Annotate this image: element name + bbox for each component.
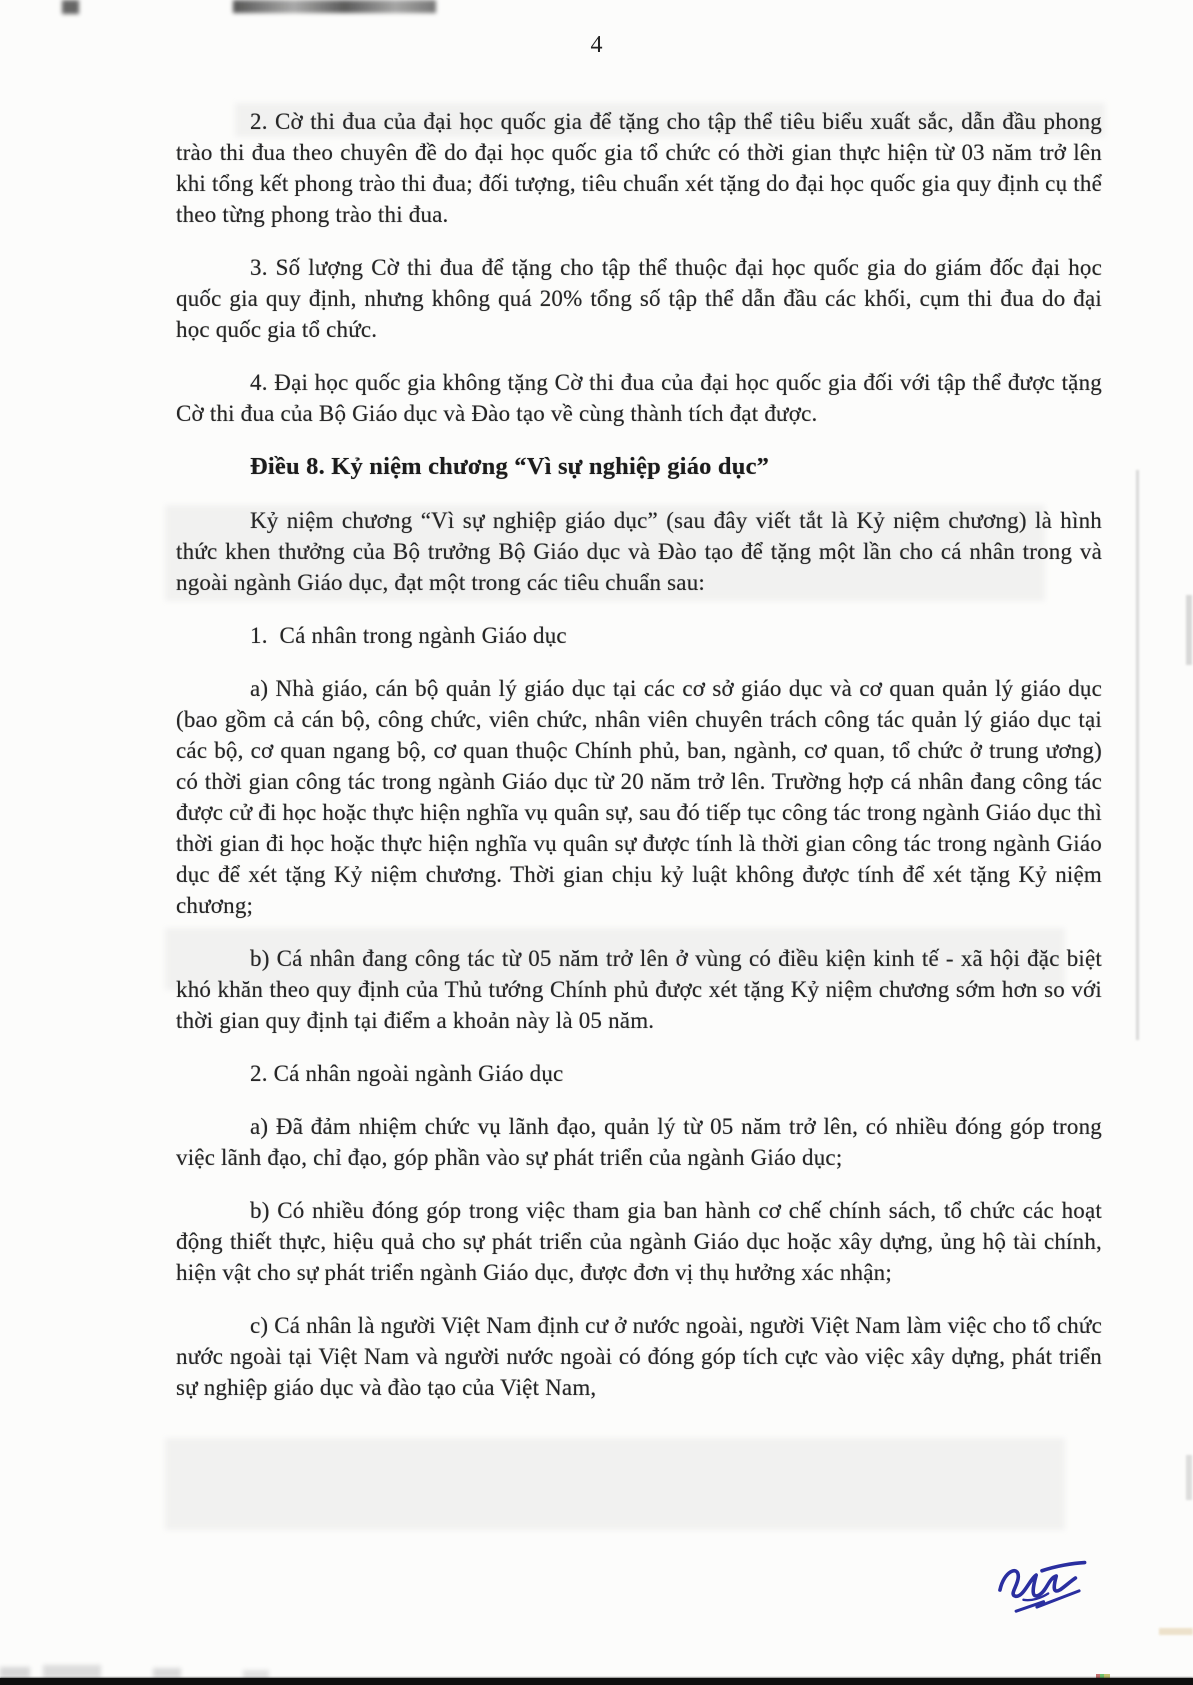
scan-smudge-artifact xyxy=(43,1665,101,1678)
paragraph-clause-4: 4. Đại học quốc gia không tặng Cờ thi đua của đại học quốc gia đối với tập thể được tặng Cờ thi đua của Bộ Giáo dục và Đào tạo về cùng thành tích đạt được. xyxy=(176,370,1102,426)
scan-smudge-artifact xyxy=(153,1668,181,1678)
paragraph-clause-3: 3. Số lượng Cờ thi đua để tặng cho tập thể thuộc đại học quốc gia do giám đốc đại học quốc gia quy định, nhưng không quá 20% tổng số tập thể dẫn đầu các khối, cụm thi đua do đại học quốc gia tổ chức. xyxy=(176,255,1102,342)
scan-edge-artifact xyxy=(1186,1455,1192,1500)
signature-mark xyxy=(984,1549,1092,1630)
scan-smudge-artifact xyxy=(1159,1628,1193,1635)
paragraph-clause-2: 2. Cờ thi đua của đại học quốc gia để tặng cho tập thể tiêu biểu xuất sắc, dẫn đầu phong trào thi đua theo chuyên đề do đại học quốc gia tổ chức có thời gian thực hiện từ 03 năm trở lên khi tổng kết phong trào thi đua; đối tượng, tiêu chuẩn xét tặng do đại học quốc gia quy định cụ thể theo từng phong trào thi đua. xyxy=(176,109,1102,227)
point-a-clause-2: a) Đã đảm nhiệm chức vụ lãnh đạo, quản lý từ 05 năm trở lên, có nhiều đóng góp trong việc lãnh đạo, chỉ đạo, góp phần vào sự phát triển của ngành Giáo dục; xyxy=(176,1114,1102,1170)
scan-smudge-artifact xyxy=(62,0,79,14)
point-b-clause-2: b) Có nhiều đóng góp trong việc tham gia ban hành cơ chế chính sách, tổ chức các hoạt động thiết thực, hiệu quả cho sự phát triển của ngành Giáo dục hoặc xây dựng, ủng hộ tài chính, hiện vật cho sự phát triển ngành Giáo dục, được đơn vị thụ hưởng xác nhận; xyxy=(176,1198,1102,1285)
point-c-clause-2: c) Cá nhân là người Việt Nam định cư ở nước ngoài, người Việt Nam làm việc cho tổ chức nước ngoài tại Việt Nam và người nước ngoài có đóng góp tích cực vào việc xây dựng, phát triển sự nghiệp giáo dục và đào tạo của Việt Nam, xyxy=(176,1313,1102,1400)
page-number: 4 xyxy=(590,32,603,58)
page-bottom-edge xyxy=(0,1678,1193,1685)
scan-speck-artifact xyxy=(1096,1674,1110,1678)
document-body xyxy=(176,106,1102,1425)
article-8-intro-paragraph: Kỷ niệm chương “Vì sự nghiệp giáo dục” (sau đây viết tắt là Kỷ niệm chương) là hình thức khen thưởng của Bộ trưởng Bộ Giáo dục và Đào tạo để tặng một lần cho cá nhân trong và ngoài ngành Giáo dục, đạt một trong các tiêu chuẩn sau: xyxy=(176,508,1102,595)
list-item-2-heading: 2. Cá nhân ngoài ngành Giáo dục xyxy=(250,1061,564,1086)
point-b-clause-1: b) Cá nhân đang công tác từ 05 năm trở lên ở vùng có điều kiện kinh tế - xã hội đặc biệt khó khăn theo quy định của Thủ tướng Chính phủ được xét tặng Kỷ niệm chương sớm hơn so với thời gian quy định tại điểm a khoản này là 05 năm. xyxy=(176,946,1102,1033)
scan-edge-artifact xyxy=(1186,595,1192,665)
scan-smudge-artifact xyxy=(243,1670,269,1679)
scan-line-artifact xyxy=(1136,470,1139,1040)
point-a-clause-1: a) Nhà giáo, cán bộ quản lý giáo dục tại các cơ sở giáo dục và cơ quan quản lý giáo dục (bao gồm cả cán bộ, công chức, viên chức, nhân viên chuyên trách công tác quản lý giáo dục tại các bộ, cơ quan ngang bộ, cơ quan thuộc Chính phủ, ban, ngành, cơ quan, tổ chức ở trung ương) có thời gian công tác trong ngành Giáo dục từ 20 năm trở lên. Trường hợp cá nhân đang công tác được cử đi học hoặc thực hiện nghĩa vụ quân sự, sau đó tiếp tục công tác trong ngành Giáo dục thì thời gian đi học hoặc thực hiện nghĩa vụ quân sự được tính là thời gian công tác trong ngành Giáo dục để xét tặng Kỷ niệm chương. Thời gian chịu kỷ luật không được tính để xét tặng Kỷ niệm chương; xyxy=(176,676,1102,918)
scan-smudge-artifact xyxy=(233,0,436,13)
scan-smudge-artifact xyxy=(0,1667,30,1678)
article-8-heading: Điều 8. Kỷ niệm chương “Vì sự nghiệp giáo dục” xyxy=(250,453,770,480)
list-item-1-heading: 1. Cá nhân trong ngành Giáo dục xyxy=(250,623,567,648)
scan-shade-artifact xyxy=(165,1438,1065,1530)
